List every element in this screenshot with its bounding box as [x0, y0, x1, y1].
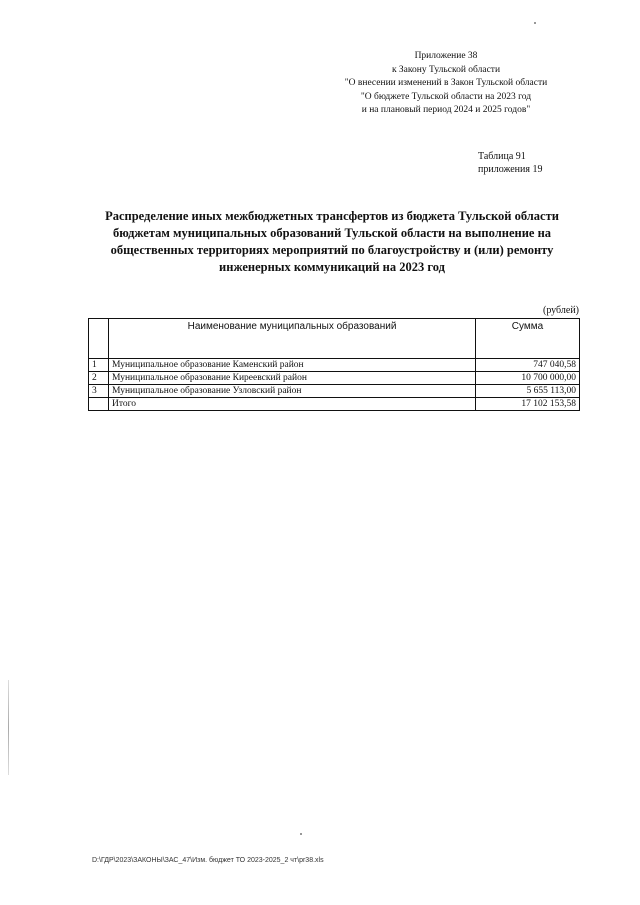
appendix-header: [316, 50, 576, 118]
document-title: Распределение иных межбюджетных трансфертов из бюджета Тульской области бюджетам муниципальных образований Тульской области на выполнение на общественных территориях мероприятий по благоустройству и (или) ремонту инженерных коммуникаций на 2023 год: [105, 209, 559, 274]
header-line: Приложение 38: [414, 51, 478, 61]
header-num: [89, 319, 109, 359]
table-total-row: [89, 398, 580, 411]
total-label: Итого: [109, 398, 476, 411]
total-num: [89, 398, 109, 411]
scan-speck: [300, 833, 302, 835]
row-num: 2: [89, 372, 109, 385]
total-amount: 17 102 153,58: [476, 398, 580, 411]
table-number: Таблица 91: [478, 151, 526, 162]
transfers-table: [88, 318, 580, 411]
header-line: "О внесении изменений в Закон Тульской области: [344, 78, 548, 88]
appendix-number: приложения 19: [478, 164, 543, 175]
header-name: Наименование муниципальных образований: [109, 319, 476, 359]
header-line: к Закону Тульской области: [391, 64, 501, 75]
table-reference: [478, 150, 542, 176]
row-amount: 747 040,58: [476, 359, 580, 372]
table-row: [89, 372, 580, 385]
table-row: [89, 359, 580, 372]
header-amount: Сумма: [476, 319, 580, 359]
row-name: Муниципальное образование Узловский район: [109, 385, 476, 398]
row-amount: 5 655 113,00: [476, 385, 580, 398]
row-num: 3: [89, 385, 109, 398]
row-name: Муниципальное образование Каменский район: [109, 359, 476, 372]
row-num: 1: [89, 359, 109, 372]
file-path-footer: D:\ГДР\2023\ЗАКОНЫ\ЗАС_47\Изм. бюджет ТО 2023-2025_2 чт\pr38.xls: [92, 857, 324, 864]
row-amount: 10 700 000,00: [476, 372, 580, 385]
header-line: "О бюджете Тульской области на 2023 год: [360, 91, 532, 102]
row-name: Муниципальное образование Киреевский район: [109, 372, 476, 385]
table-header-row: [89, 319, 580, 359]
scan-speck: [534, 22, 536, 24]
scan-edge-mark: [8, 680, 9, 775]
header-line: и на плановый период 2024 и 2025 годов": [361, 105, 531, 115]
table-row: [89, 385, 580, 398]
unit-label: (рублей): [542, 305, 579, 316]
